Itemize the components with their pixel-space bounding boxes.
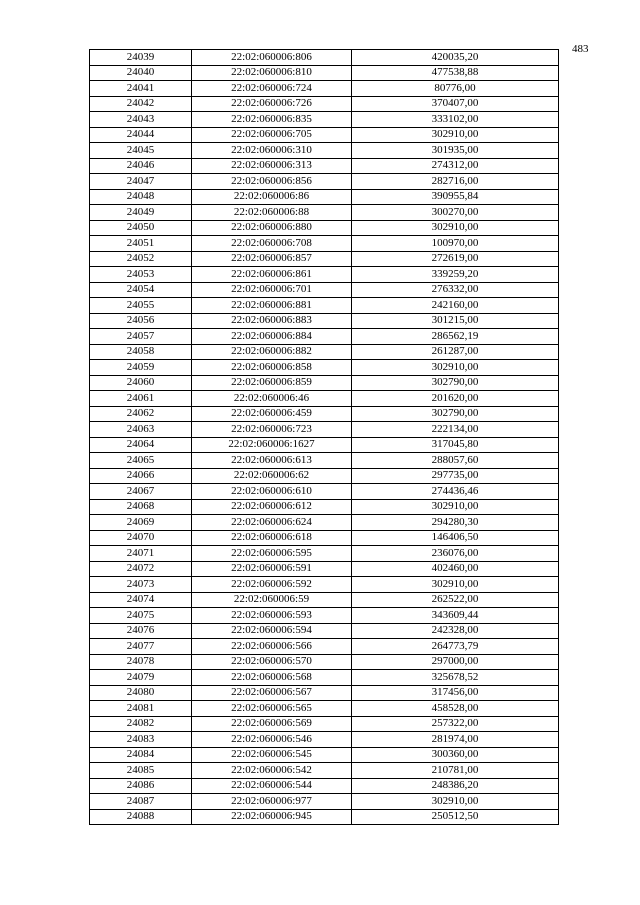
table-row: [90, 453, 559, 469]
table-row: [90, 422, 559, 438]
table-row: [90, 561, 559, 577]
row-number-cell: 24072: [90, 561, 192, 577]
row-number-cell: 24047: [90, 174, 192, 190]
row-number-cell: 24080: [90, 685, 192, 701]
table-row: [90, 515, 559, 531]
table-row: [90, 592, 559, 608]
cadastral-number-cell: 22:02:060006:708: [192, 236, 352, 252]
cadastral-number-cell: 22:02:060006:610: [192, 484, 352, 500]
cadastral-number-cell: 22:02:060006:544: [192, 778, 352, 794]
cadastral-number-cell: 22:02:060006:945: [192, 809, 352, 825]
table-row: [90, 329, 559, 345]
row-number-cell: 24073: [90, 577, 192, 593]
row-number-cell: 24068: [90, 499, 192, 515]
value-cell: 146406,50: [352, 530, 559, 546]
row-number-cell: 24065: [90, 453, 192, 469]
cadastral-number-cell: 22:02:060006:310: [192, 143, 352, 159]
cadastral-number-cell: 22:02:060006:977: [192, 794, 352, 810]
row-number-cell: 24042: [90, 96, 192, 112]
value-cell: 272619,00: [352, 251, 559, 267]
table-row: [90, 437, 559, 453]
cadastral-number-cell: 22:02:060006:857: [192, 251, 352, 267]
table-row: [90, 608, 559, 624]
value-cell: 339259,20: [352, 267, 559, 283]
table-row: [90, 701, 559, 717]
cadastral-number-cell: 22:02:060006:882: [192, 344, 352, 360]
row-number-cell: 24046: [90, 158, 192, 174]
cadastral-number-cell: 22:02:060006:881: [192, 298, 352, 314]
value-cell: 201620,00: [352, 391, 559, 407]
cadastral-number-cell: 22:02:060006:861: [192, 267, 352, 283]
row-number-cell: 24050: [90, 220, 192, 236]
cadastral-number-cell: 22:02:060006:723: [192, 422, 352, 438]
cadastral-number-cell: 22:02:060006:459: [192, 406, 352, 422]
value-cell: 281974,00: [352, 732, 559, 748]
row-number-cell: 24062: [90, 406, 192, 422]
value-cell: 264773,79: [352, 639, 559, 655]
value-cell: 274436,46: [352, 484, 559, 500]
value-cell: 302910,00: [352, 499, 559, 515]
value-cell: 100970,00: [352, 236, 559, 252]
row-number-cell: 24052: [90, 251, 192, 267]
cadastral-number-cell: 22:02:060006:59: [192, 592, 352, 608]
cadastral-number-cell: 22:02:060006:1627: [192, 437, 352, 453]
row-number-cell: 24055: [90, 298, 192, 314]
value-cell: 276332,00: [352, 282, 559, 298]
row-number-cell: 24049: [90, 205, 192, 221]
cadastral-number-cell: 22:02:060006:86: [192, 189, 352, 205]
value-cell: 300270,00: [352, 205, 559, 221]
value-cell: 390955,84: [352, 189, 559, 205]
table-row: [90, 344, 559, 360]
row-number-cell: 24059: [90, 360, 192, 376]
value-cell: 282716,00: [352, 174, 559, 190]
cadastral-number-cell: 22:02:060006:594: [192, 623, 352, 639]
cadastral-number-cell: 22:02:060006:726: [192, 96, 352, 112]
row-number-cell: 24076: [90, 623, 192, 639]
cadastral-number-cell: 22:02:060006:883: [192, 313, 352, 329]
cadastral-number-cell: 22:02:060006:835: [192, 112, 352, 128]
value-cell: 257322,00: [352, 716, 559, 732]
cadastral-number-cell: 22:02:060006:46: [192, 391, 352, 407]
row-number-cell: 24041: [90, 81, 192, 97]
row-number-cell: 24074: [90, 592, 192, 608]
table-row: [90, 298, 559, 314]
row-number-cell: 24088: [90, 809, 192, 825]
row-number-cell: 24079: [90, 670, 192, 686]
table-row: [90, 546, 559, 562]
value-cell: 222134,00: [352, 422, 559, 438]
table-row: [90, 360, 559, 376]
table-row: [90, 406, 559, 422]
row-number-cell: 24063: [90, 422, 192, 438]
cadastral-number-cell: 22:02:060006:565: [192, 701, 352, 717]
table-row: [90, 174, 559, 190]
cadastral-number-cell: 22:02:060006:592: [192, 577, 352, 593]
value-cell: 317456,00: [352, 685, 559, 701]
table-row: [90, 577, 559, 593]
table-row: [90, 251, 559, 267]
table-row: [90, 143, 559, 159]
table-row: [90, 685, 559, 701]
row-number-cell: 24070: [90, 530, 192, 546]
row-number-cell: 24045: [90, 143, 192, 159]
table-row: [90, 282, 559, 298]
value-cell: 261287,00: [352, 344, 559, 360]
cadastral-number-cell: 22:02:060006:810: [192, 65, 352, 81]
row-number-cell: 24071: [90, 546, 192, 562]
cadastral-number-cell: 22:02:060006:570: [192, 654, 352, 670]
value-cell: 301935,00: [352, 143, 559, 159]
value-cell: 242160,00: [352, 298, 559, 314]
value-cell: 262522,00: [352, 592, 559, 608]
value-cell: 288057,60: [352, 453, 559, 469]
value-cell: 402460,00: [352, 561, 559, 577]
row-number-cell: 24077: [90, 639, 192, 655]
row-number-cell: 24066: [90, 468, 192, 484]
value-cell: 300360,00: [352, 747, 559, 763]
page-number: 483: [572, 43, 589, 55]
row-number-cell: 24057: [90, 329, 192, 345]
row-number-cell: 24048: [90, 189, 192, 205]
value-cell: 317045,80: [352, 437, 559, 453]
cadastral-number-cell: 22:02:060006:546: [192, 732, 352, 748]
value-cell: 236076,00: [352, 546, 559, 562]
row-number-cell: 24064: [90, 437, 192, 453]
cadastral-number-cell: 22:02:060006:568: [192, 670, 352, 686]
cadastral-number-cell: 22:02:060006:542: [192, 763, 352, 779]
table-row: [90, 794, 559, 810]
row-number-cell: 24043: [90, 112, 192, 128]
table-row: [90, 189, 559, 205]
value-cell: 302910,00: [352, 360, 559, 376]
value-cell: 302910,00: [352, 794, 559, 810]
table-row: [90, 732, 559, 748]
cadastral-number-cell: 22:02:060006:724: [192, 81, 352, 97]
value-cell: 297000,00: [352, 654, 559, 670]
table-row: [90, 81, 559, 97]
table-row: [90, 468, 559, 484]
table-row: [90, 127, 559, 143]
value-cell: 274312,00: [352, 158, 559, 174]
row-number-cell: 24087: [90, 794, 192, 810]
cadastral-number-cell: 22:02:060006:884: [192, 329, 352, 345]
row-number-cell: 24040: [90, 65, 192, 81]
value-cell: 302910,00: [352, 127, 559, 143]
value-cell: 477538,88: [352, 65, 559, 81]
row-number-cell: 24084: [90, 747, 192, 763]
row-number-cell: 24053: [90, 267, 192, 283]
value-cell: 302910,00: [352, 220, 559, 236]
row-number-cell: 24044: [90, 127, 192, 143]
table-row: [90, 809, 559, 825]
table-row: [90, 499, 559, 515]
value-cell: 302910,00: [352, 577, 559, 593]
cadastral-number-cell: 22:02:060006:613: [192, 453, 352, 469]
row-number-cell: 24067: [90, 484, 192, 500]
value-cell: 302790,00: [352, 375, 559, 391]
table-row: [90, 623, 559, 639]
value-cell: 325678,52: [352, 670, 559, 686]
value-cell: 343609,44: [352, 608, 559, 624]
value-cell: 286562,19: [352, 329, 559, 345]
value-cell: 301215,00: [352, 313, 559, 329]
value-cell: 333102,00: [352, 112, 559, 128]
table-row: [90, 747, 559, 763]
value-cell: 420035,20: [352, 50, 559, 66]
cadastral-number-cell: 22:02:060006:858: [192, 360, 352, 376]
row-number-cell: 24056: [90, 313, 192, 329]
cadastral-number-cell: 22:02:060006:624: [192, 515, 352, 531]
cadastral-number-cell: 22:02:060006:545: [192, 747, 352, 763]
registry-table: [89, 49, 559, 825]
cadastral-number-cell: 22:02:060006:591: [192, 561, 352, 577]
cadastral-number-cell: 22:02:060006:566: [192, 639, 352, 655]
row-number-cell: 24054: [90, 282, 192, 298]
value-cell: 458528,00: [352, 701, 559, 717]
table-row: [90, 763, 559, 779]
row-number-cell: 24061: [90, 391, 192, 407]
row-number-cell: 24078: [90, 654, 192, 670]
table-row: [90, 96, 559, 112]
cadastral-number-cell: 22:02:060006:705: [192, 127, 352, 143]
table-row: [90, 205, 559, 221]
cadastral-number-cell: 22:02:060006:567: [192, 685, 352, 701]
cadastral-number-cell: 22:02:060006:595: [192, 546, 352, 562]
cadastral-number-cell: 22:02:060006:569: [192, 716, 352, 732]
cadastral-number-cell: 22:02:060006:313: [192, 158, 352, 174]
cadastral-number-cell: 22:02:060006:856: [192, 174, 352, 190]
value-cell: 80776,00: [352, 81, 559, 97]
value-cell: 210781,00: [352, 763, 559, 779]
table-row: [90, 654, 559, 670]
table-row: [90, 778, 559, 794]
cadastral-number-cell: 22:02:060006:880: [192, 220, 352, 236]
table-row: [90, 313, 559, 329]
row-number-cell: 24069: [90, 515, 192, 531]
row-number-cell: 24085: [90, 763, 192, 779]
table-row: [90, 65, 559, 81]
table-row: [90, 236, 559, 252]
cadastral-number-cell: 22:02:060006:62: [192, 468, 352, 484]
row-number-cell: 24039: [90, 50, 192, 66]
table-row: [90, 484, 559, 500]
table-body: [90, 50, 559, 825]
table-row: [90, 670, 559, 686]
value-cell: 297735,00: [352, 468, 559, 484]
cadastral-number-cell: 22:02:060006:593: [192, 608, 352, 624]
table-row: [90, 158, 559, 174]
table-row: [90, 375, 559, 391]
table-row: [90, 50, 559, 66]
row-number-cell: 24060: [90, 375, 192, 391]
cadastral-number-cell: 22:02:060006:88: [192, 205, 352, 221]
row-number-cell: 24086: [90, 778, 192, 794]
table-row: [90, 267, 559, 283]
table-row: [90, 716, 559, 732]
cadastral-number-cell: 22:02:060006:701: [192, 282, 352, 298]
value-cell: 302790,00: [352, 406, 559, 422]
value-cell: 242328,00: [352, 623, 559, 639]
table-row: [90, 112, 559, 128]
table-row: [90, 639, 559, 655]
row-number-cell: 24082: [90, 716, 192, 732]
table-row: [90, 220, 559, 236]
value-cell: 370407,00: [352, 96, 559, 112]
value-cell: 250512,50: [352, 809, 559, 825]
cadastral-number-cell: 22:02:060006:612: [192, 499, 352, 515]
row-number-cell: 24051: [90, 236, 192, 252]
value-cell: 248386,20: [352, 778, 559, 794]
row-number-cell: 24081: [90, 701, 192, 717]
value-cell: 294280,30: [352, 515, 559, 531]
cadastral-number-cell: 22:02:060006:859: [192, 375, 352, 391]
row-number-cell: 24083: [90, 732, 192, 748]
cadastral-number-cell: 22:02:060006:806: [192, 50, 352, 66]
row-number-cell: 24075: [90, 608, 192, 624]
cadastral-number-cell: 22:02:060006:618: [192, 530, 352, 546]
row-number-cell: 24058: [90, 344, 192, 360]
table-row: [90, 391, 559, 407]
table-row: [90, 530, 559, 546]
